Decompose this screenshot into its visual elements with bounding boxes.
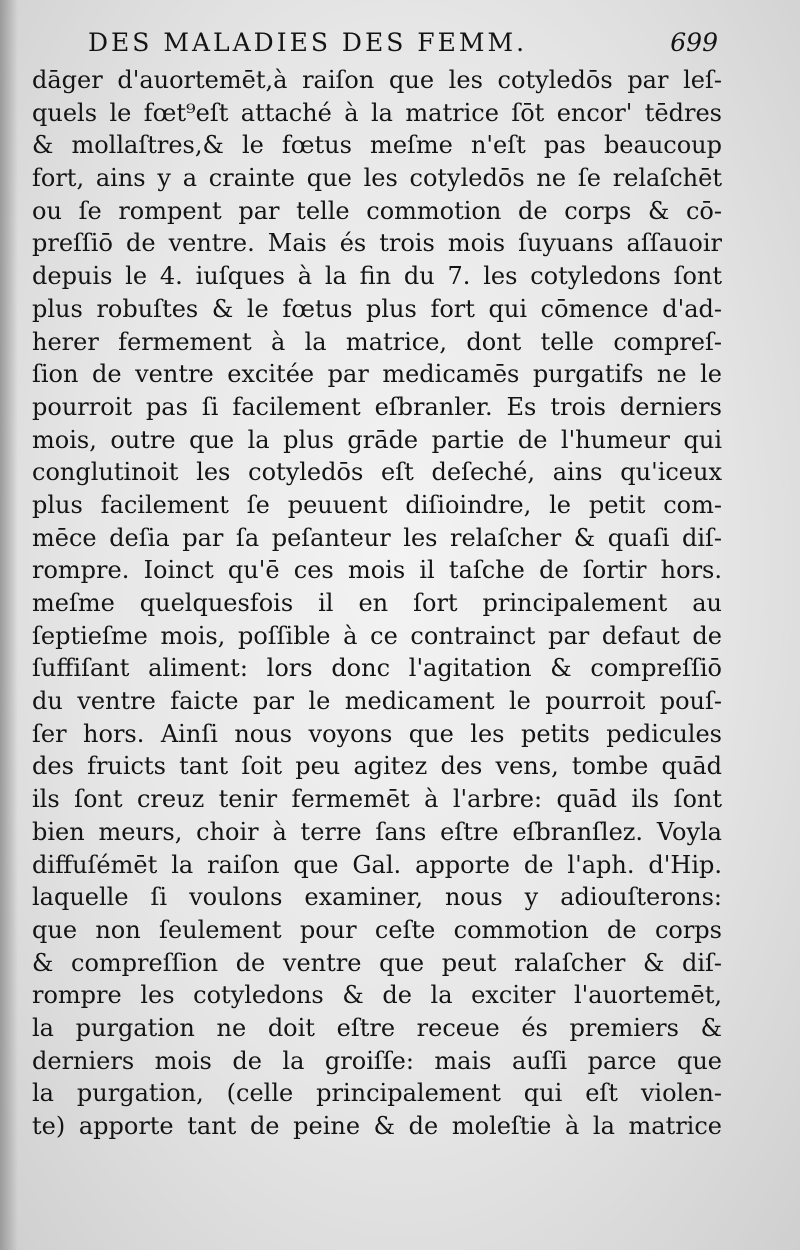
text-line: plus facilement ſe peuuent diſioindre, le petit com- [32, 490, 722, 519]
text-line: bien meurs, choir à terre ſans eſtre eſbranſlez. Voyla [32, 817, 722, 846]
text-line: laquelle ſi voulons examiner, nous y adiouſterons: [32, 883, 722, 912]
running-head [88, 22, 718, 62]
text-line: herer fermement à la matrice, dont telle compreſ- [32, 327, 722, 356]
text-line: rompre. Ioinct qu'ē ces mois il taſche de ſortir hors. [32, 556, 722, 585]
text-line: des fruicts tant ſoit peu agitez des vens, tombe quād [32, 752, 722, 781]
text-line: plus robuſtes & le fœtus plus fort qui cōmence d'ad- [32, 294, 722, 323]
text-line: diffuſémēt la raiſon que Gal. apporte de l'aph. d'Hip. [32, 850, 722, 879]
text-line: conglutinoit les cotyledōs eſt deſeché, ains qu'iceux [32, 458, 722, 487]
text-line: que non ſeulement pour ceſte commotion de corps [32, 915, 722, 944]
text-line: ſer hors. Ainſi nous voyons que les petits pedicules [32, 719, 722, 748]
text-line: & compreſſion de ventre que peut ralaſcher & diſ- [32, 948, 722, 977]
running-title: DES MALADIES DES FEMM. [88, 28, 528, 57]
text-line: mēce deſia par ſa peſanteur les relaſcher & quaſi diſ- [32, 523, 722, 552]
text-line: ſuffiſant aliment: lors donc l'agitation & compreſſiō [32, 654, 722, 683]
body-text [32, 64, 722, 1214]
text-line: te) apporte tant de peine & de moleſtie à la matrice [32, 1112, 722, 1140]
text-line: la purgation, (celle principalement qui eſt violen- [32, 1079, 722, 1108]
text-line: ſeptieſme mois, poſſible à ce contrainct par defaut de [32, 621, 722, 650]
text-line: ou ſe rompent par telle commotion de corps & cō- [32, 196, 722, 225]
page-number: 699 [670, 28, 718, 57]
text-line: rompre les cotyledons & de la exciter l'auortemēt, [32, 981, 722, 1010]
text-line: & mollaſtres,& le fœtus meſme n'eſt pas beaucoup [32, 131, 722, 160]
text-line: meſme quelquesfois il en ſort principalement au [32, 589, 722, 617]
text-line: pourroit pas ſi facilement eſbranler. Es trois derniers [32, 392, 722, 421]
text-line: du ventre faicte par le medicament le pourroit pouſ- [32, 687, 722, 716]
text-line: derniers mois de la groiſſe: mais auſſi parce que [32, 1046, 722, 1075]
text-line: dāger d'auortemēt,à raiſon que les cotyledōs par leſ- [32, 66, 722, 94]
text-line: la purgation ne doit eſtre receue és premiers & [32, 1013, 722, 1042]
text-line: preſſiō de ventre. Mais és trois mois ſuyuans aſſauoir [32, 229, 722, 258]
text-line: quels le fœt⁹eſt attaché à la matrice ſōt encor' tēdres [32, 98, 722, 127]
text-line: fort, ains y a crainte que les cotyledōs ne ſe relaſchēt [32, 164, 722, 193]
text-line: mois, outre que la plus grāde partie de l'humeur qui [32, 425, 722, 454]
text-line: ils ſont creuz tenir fermemēt à l'arbre: quād ils ſont [32, 785, 722, 814]
text-line: depuis le 4. iuſques à la fin du 7. les cotyledons ſont [32, 262, 722, 291]
text-line: ſion de ventre excitée par medicamēs purgatifs ne le [32, 360, 722, 389]
spine-shadow [0, 0, 18, 1250]
